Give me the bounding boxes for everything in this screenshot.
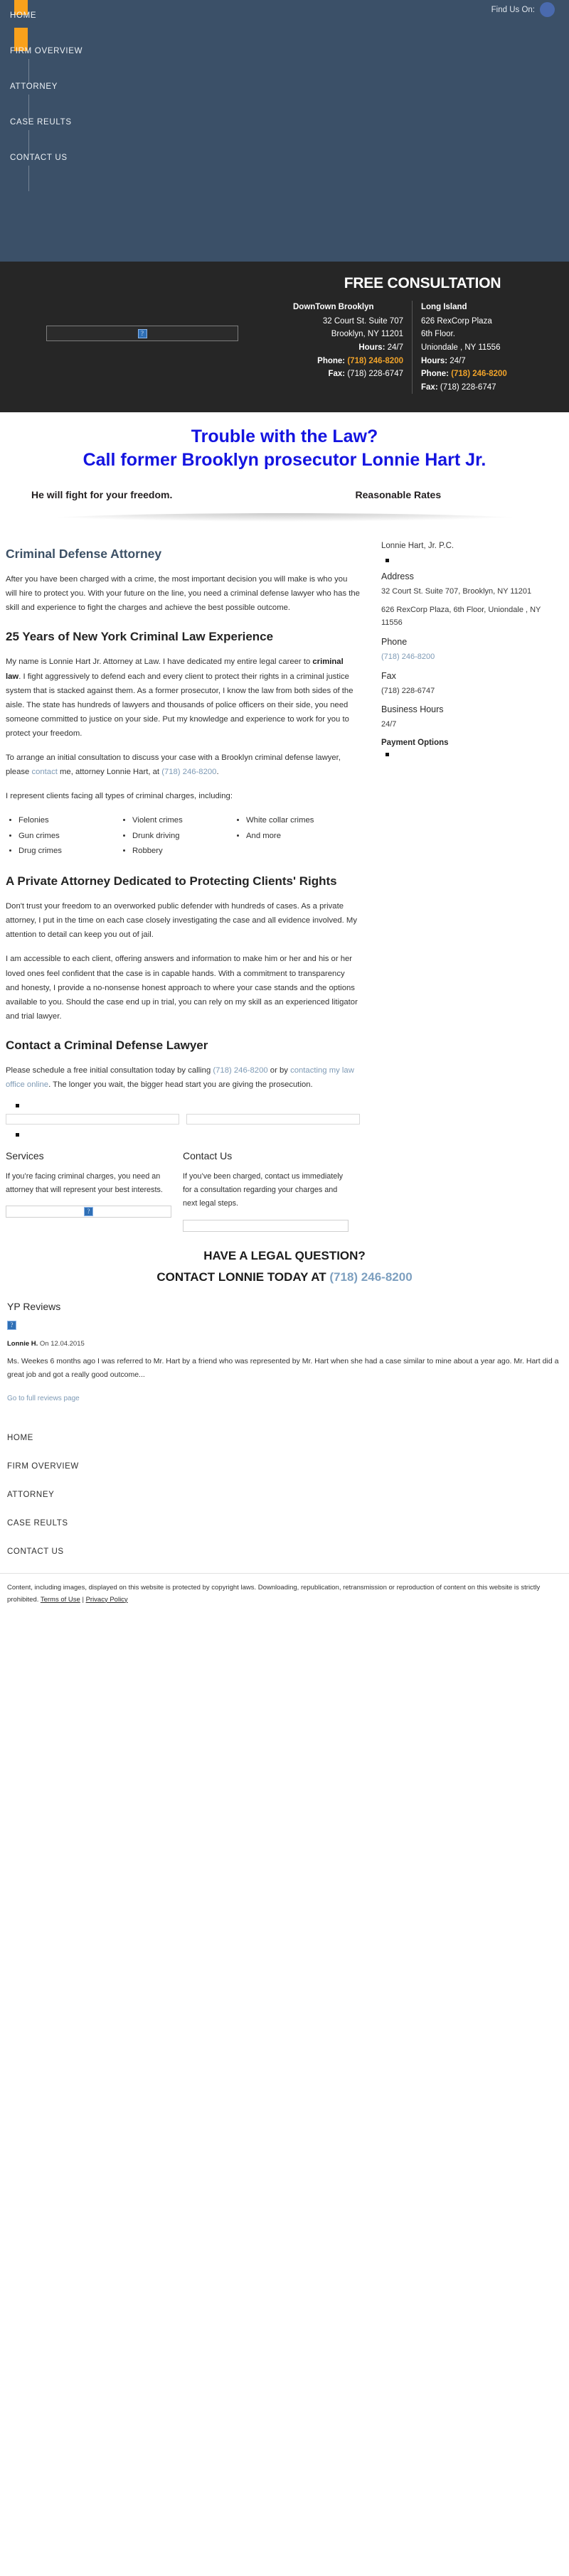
fax-value: (718) 228-6747	[440, 382, 496, 392]
footer-nav	[0, 1424, 569, 1566]
list-item: • Gun crimes	[18, 829, 119, 844]
hero-sub-right: Reasonable Rates	[355, 489, 442, 501]
review-meta	[7, 1340, 562, 1348]
hero-line-2: Call former Brooklyn prosecutor Lonnie Hart Jr.	[83, 450, 486, 471]
nav-item-contact-us[interactable]	[0, 147, 569, 183]
schedule-text-c: . The longer you wait, the bigger head start you are giving the prosecution.	[48, 1080, 313, 1090]
office-name: DownTown Brooklyn	[293, 303, 374, 311]
phone-value[interactable]: (718) 246-8200	[451, 370, 507, 379]
square-bullet-marker-2	[6, 1132, 360, 1139]
schedule-text-a: Please schedule a free initial consultation today by calling	[6, 1066, 213, 1075]
reviews-title: YP Reviews	[7, 1301, 61, 1313]
crime-column-3	[233, 813, 347, 859]
square-bullet-marker-1	[6, 1102, 360, 1110]
consult-text-a: To arrange an initial consultation to discuss your case with a Brooklyn criminal defense lawyer, please	[6, 753, 341, 777]
broken-image-icon: ?	[84, 1207, 93, 1216]
free-consultation-band	[0, 262, 569, 412]
schedule-text-b: or by	[267, 1066, 291, 1075]
list-item: • Violent crimes	[132, 813, 233, 828]
office-hours-row	[293, 341, 403, 355]
cta-line-1: HAVE A LEGAL QUESTION?	[203, 1248, 366, 1262]
office-address-line1: 32 Court St. Suite 707	[322, 316, 403, 326]
paragraph-represent-clients: I represent clients facing all types of criminal charges, including:	[6, 792, 233, 801]
contact-us-block	[183, 1150, 360, 1232]
office-address-line1: 626 RexCorp Plaza	[421, 316, 492, 326]
office-phone-row	[421, 367, 532, 381]
services-image-placeholder	[6, 1206, 171, 1218]
terms-of-use-link[interactable]: Terms of Use	[40, 1595, 80, 1604]
footer-nav-item-attorney[interactable]: ATTORNEY	[7, 1490, 55, 1499]
exp-text-b: . I fight aggressively to defend each and every client to protect their rights in a criminal justice system that is stacked against them. As a former prosecutor, I know the law from both sides of the aisle. The state has hundreds of lawyers and thousands of police officers on their side, you need someone committed to justice on your side. Put my knowledge and experience to work for you to protect your freedom.	[6, 672, 353, 738]
contact-link[interactable]: contact	[31, 768, 58, 777]
list-item: • And more	[246, 829, 347, 844]
fax-label: Fax:	[328, 370, 346, 379]
sidebar-business-card	[377, 539, 569, 1231]
exp-bold-criminal-law: criminal law	[6, 658, 344, 681]
nav-divider-icon	[28, 166, 29, 191]
nav-item-attorney[interactable]	[0, 76, 569, 112]
consult-logo-area	[0, 273, 284, 394]
full-reviews-link[interactable]: Go to full reviews page	[7, 1394, 80, 1402]
copyright-text: Content, including images, displayed on this website is protected by copyright laws. Downloading, republication, retransmission or reproduction of content on this website is strictly prohibited.	[7, 1583, 541, 1604]
nav-label-contact-us: CONTACT US	[10, 154, 68, 162]
find-us-label: Find Us On:	[491, 5, 535, 14]
phone-link[interactable]: (718) 246-8200	[213, 1066, 268, 1075]
consult-text-b: me, attorney Lonnie Hart, at	[57, 768, 162, 777]
contact-us-title: Contact Us	[183, 1149, 233, 1161]
phone-link[interactable]: (718) 246-8200	[161, 768, 217, 777]
phone-label: Phone:	[421, 370, 449, 379]
inline-form-row	[6, 1114, 360, 1125]
heading-criminal-defense-attorney: Criminal Defense Attorney	[6, 547, 162, 562]
paragraph-experience	[6, 655, 360, 741]
footer-nav-item-firm-overview[interactable]: FIRM OVERVIEW	[7, 1461, 79, 1471]
office-brooklyn	[284, 301, 413, 394]
sidebar-phone-value	[381, 651, 559, 664]
office-fax-row	[293, 367, 403, 381]
hero-subheadings	[0, 476, 569, 500]
sidebar-payment-bullet-marker	[381, 751, 559, 758]
paragraph-private-2: I am accessible to each client, offering answers and information to make him or her and his or her loved ones feel confident that the case is in capable hands. With a commitment to transparency and honesty, I provide a no-nonsense honest approach to where your case stands and the options available to you. Should the case end up in trial, you can rely on my skill as an experienced litigator and trial lawyer.	[6, 955, 358, 1021]
sidebar-bullet-marker	[381, 557, 559, 564]
form-field-2[interactable]	[186, 1114, 360, 1125]
legal-question-cta	[0, 1232, 569, 1289]
sidebar-address-line-2: 626 RexCorp Plaza, 6th Floor, Uniondale , NY 11556	[381, 606, 541, 627]
sidebar-address-line-1: 32 Court St. Suite 707, Brooklyn, NY 11201	[381, 587, 532, 596]
form-field-1[interactable]	[6, 1114, 179, 1125]
office-address-line2: Brooklyn, NY 11201	[331, 330, 403, 339]
contact-us-text: If you’ve been charged, contact us immediately for a consultation regarding your charges and next legal steps.	[183, 1171, 344, 1208]
section-divider	[0, 500, 569, 529]
nav-item-case-results[interactable]	[0, 112, 569, 147]
hero-sub-left: He will fight for your freedom.	[31, 489, 173, 501]
list-item: • Robbery	[132, 844, 233, 859]
contact-us-image-placeholder	[183, 1220, 349, 1232]
hours-label: Hours:	[358, 343, 385, 352]
heading-contact-lawyer: Contact a Criminal Defense Lawyer	[6, 1038, 208, 1052]
office-hours-row	[421, 355, 532, 368]
bullet-item	[16, 1102, 360, 1110]
nav-label-firm-overview: FIRM OVERVIEW	[10, 47, 83, 55]
crime-column-2	[119, 813, 233, 859]
divider-shadow-icon	[17, 513, 552, 522]
sidebar-hours-label: Business Hours	[381, 704, 444, 715]
nav-item-firm-overview[interactable]	[0, 41, 569, 76]
bullet-item	[16, 1132, 360, 1139]
phone-value[interactable]: (718) 246-8200	[347, 356, 403, 365]
list-item: • Felonies	[18, 813, 119, 828]
hours-value: 24/7	[450, 356, 466, 365]
list-item: • White collar crimes	[246, 813, 347, 828]
heading-private-attorney: A Private Attorney Dedicated to Protecting Clients' Rights	[6, 874, 337, 888]
cta-phone-link[interactable]: (718) 246-8200	[329, 1270, 413, 1284]
logo-placeholder-box	[46, 326, 238, 341]
services-block	[6, 1150, 183, 1232]
nav-item-home[interactable]	[0, 5, 569, 41]
services-text: If you’re facing criminal charges, you need an attorney that will represent your best interests.	[6, 1171, 163, 1194]
nav-label-home: HOME	[10, 11, 37, 20]
sidebar-fax-label: Fax	[381, 670, 396, 681]
consult-text-c: .	[216, 768, 219, 777]
bullet-item	[385, 557, 559, 564]
review-date: On 12.04.2015	[39, 1340, 85, 1348]
cta-line-2	[28, 1269, 541, 1285]
bullet-item	[385, 751, 559, 758]
sidebar-phone-label: Phone	[381, 636, 408, 647]
business-name: Lonnie Hart, Jr. P.C.	[381, 542, 454, 551]
hours-label: Hours:	[421, 356, 448, 365]
footer-nav-item-home[interactable]: HOME	[7, 1433, 33, 1442]
office-name: Long Island	[421, 303, 467, 311]
footer-nav-item-case-results[interactable]: CASE REULTS	[7, 1518, 68, 1528]
main-column	[0, 539, 377, 1231]
legal-notice	[0, 1573, 569, 1617]
phone-link[interactable]: (718) 246-8200	[381, 652, 435, 661]
paragraph-schedule-consultation	[6, 1063, 360, 1092]
office-address-line2: 6th Floor.	[421, 330, 455, 339]
hero-section	[0, 412, 569, 476]
heading-25-years-experience: 25 Years of New York Criminal Law Experience	[6, 630, 274, 644]
list-item: • Drunk driving	[132, 829, 233, 844]
main-content	[0, 529, 569, 1231]
nav-label-case-results: CASE REULTS	[10, 118, 72, 127]
office-list	[284, 301, 560, 394]
fax-value: (718) 228-6747	[347, 370, 403, 379]
services-title: Services	[6, 1149, 44, 1161]
office-long-island	[413, 301, 541, 394]
exp-text-a: My name is Lonnie Hart Jr. Attorney at Law. I have dedicated my entire legal career to	[6, 658, 313, 667]
office-address-line3: Uniondale , NY 11556	[421, 343, 501, 352]
paragraph-attorney-intro: After you have been charged with a crime, the most important decision you will make is who you will hire to protect you. With your future on the line, you need a criminal defense lawyer who has the skill and experience to fight the charges and achieve the best possible outcome.	[6, 574, 360, 612]
consult-info-area	[284, 273, 569, 394]
sidebar-hours-value: 24/7	[381, 720, 397, 729]
consult-title: FREE CONSULTATION	[344, 275, 501, 291]
paragraph-arrange-consultation	[6, 751, 360, 779]
office-fax-row	[421, 381, 532, 395]
broken-image-icon: ?	[7, 1321, 16, 1330]
sidebar-payment-label: Payment Options	[381, 739, 449, 748]
nav-label-attorney: ATTORNEY	[10, 82, 58, 91]
crime-column-1	[6, 813, 119, 859]
hero-heading	[28, 425, 541, 472]
contact-online-link[interactable]: contacting my law office online	[6, 1066, 354, 1090]
office-phone-row	[293, 355, 403, 368]
review-author: Lonnie H.	[7, 1340, 38, 1348]
hero-line-1: Trouble with the Law?	[191, 426, 378, 447]
paragraph-private-1: Don't trust your freedom to an overworked public defender with hundreds of cases. As a private attorney, I put in the time on each case closely investigating the case and all evidence involved. My attention to detail can keep you out of jail.	[6, 902, 357, 940]
sidebar-address-label: Address	[381, 571, 414, 582]
review-text: Ms. Weekes 6 months ago I was referred to Mr. Hart by a friend who was represented by Mr. Hart when she had a case similar to mine about a year ago. Mr. Hart did a great job and got a really good outcome...	[7, 1357, 559, 1379]
broken-image-icon: ?	[138, 329, 147, 338]
phone-label: Phone:	[317, 356, 346, 365]
site-header	[0, 0, 569, 262]
fax-label: Fax:	[421, 382, 438, 392]
yp-reviews-section	[0, 1289, 569, 1411]
footer-nav-item-contact-us[interactable]: CONTACT US	[7, 1547, 64, 1556]
list-item: • Drug crimes	[18, 844, 119, 859]
privacy-policy-link[interactable]: Privacy Policy	[85, 1595, 128, 1604]
cta-prefix: CONTACT LONNIE TODAY AT	[156, 1270, 330, 1284]
hours-value: 24/7	[387, 343, 403, 352]
services-contact-columns	[6, 1150, 360, 1232]
primary-nav	[0, 5, 569, 183]
sidebar-fax-value: (718) 228-6747	[381, 686, 435, 695]
legal-separator: |	[80, 1595, 86, 1604]
crime-types-columns	[6, 813, 360, 859]
